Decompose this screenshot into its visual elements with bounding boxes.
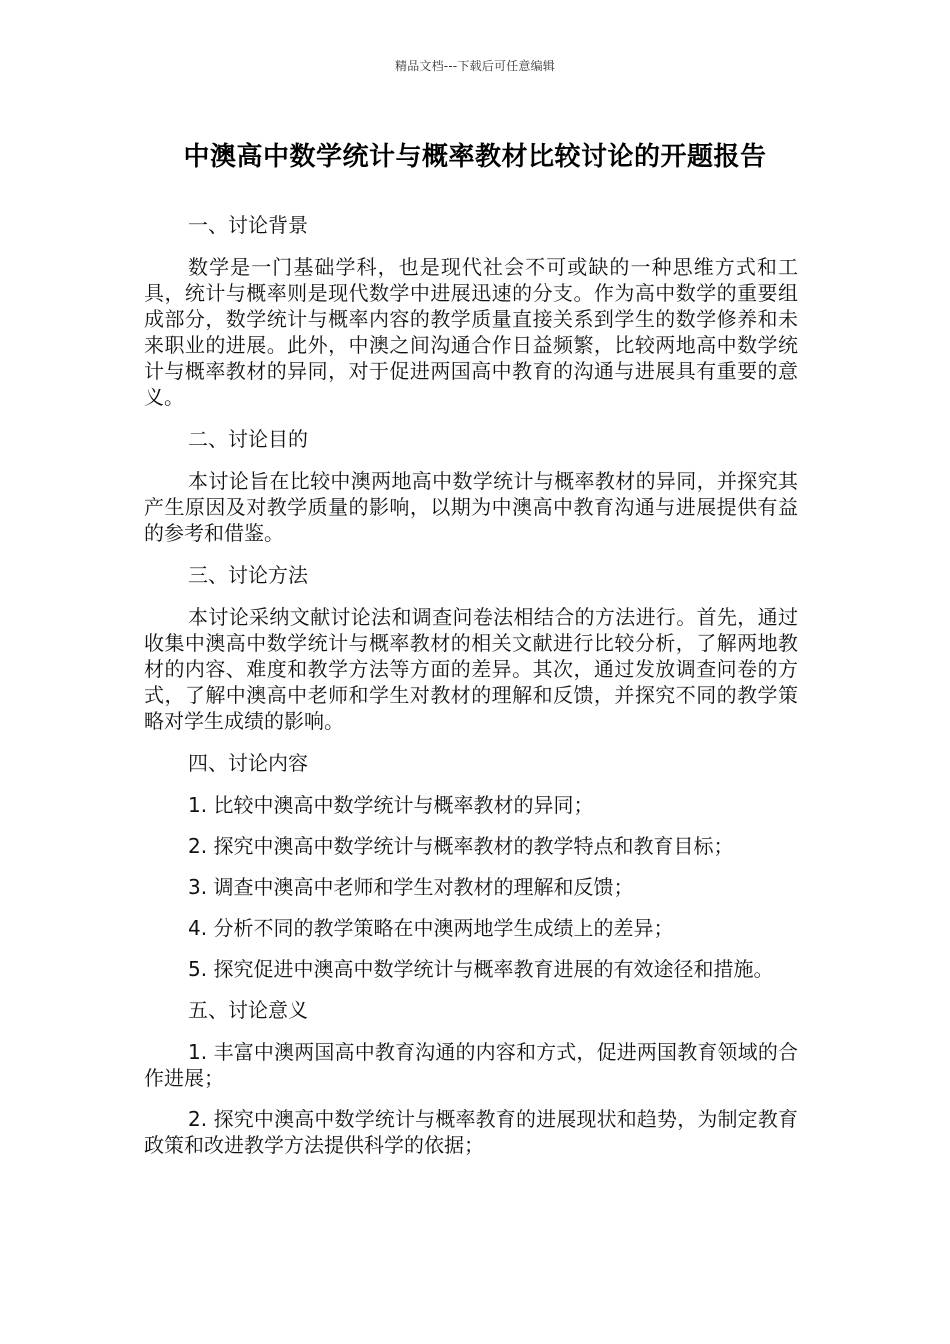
content-list-item: 4. 分析不同的教学策略在中澳两地学生成绩上的差异；	[188, 916, 674, 940]
method-paragraph: 本讨论采纳文献讨论法和调查问卷法相结合的方法进行。首先，通过收集中澳高中数学统计与概率教材的相关文献进行比较分析，了解两地教材的内容、难度和教学方法等方面的差异。其次，通过发放调查问卷的方式，了解中澳高中老师和学生对教材的理解和反馈，并探究不同的教学策略对学生成绩的影响。	[144, 605, 798, 733]
content-list-item: 1. 比较中澳高中数学统计与概率教材的异同；	[188, 793, 594, 817]
content-list-item: 2. 探究中澳高中数学统计与概率教材的教学特点和教育目标；	[188, 834, 734, 858]
document-title: 中澳高中数学统计与概率教材比较讨论的开题报告	[183, 142, 767, 172]
section-heading-purpose: 二、讨论目的	[188, 427, 308, 451]
purpose-paragraph: 本讨论旨在比较中澳两地高中数学统计与概率教材的异同，并探究其产生原因及对教学质量的影响，以期为中澳高中教育沟通与进展提供有益的参考和借鉴。	[144, 469, 798, 545]
content-list-item: 3. 调查中澳高中老师和学生对教材的理解和反馈；	[188, 875, 634, 899]
section-heading-significance: 五、讨论意义	[188, 998, 308, 1022]
document-body	[144, 212, 798, 1173]
content-list-item: 5. 探究促进中澳高中数学统计与概率教育进展的有效途径和措施。	[188, 957, 774, 981]
section-heading-method: 三、讨论方法	[188, 563, 308, 587]
significance-list-item: 2. 探究中澳高中数学统计与概率教育的进展现状和趋势，为制定教育政策和改进教学方法提供科学的依据；	[144, 1107, 798, 1157]
section-heading-content: 四、讨论内容	[188, 751, 308, 775]
section-heading-background: 一、讨论背景	[188, 213, 308, 237]
background-paragraph: 数学是一门基础学科，也是现代社会不可或缺的一种思维方式和工具，统计与概率则是现代数学中进展迅速的分支。作为高中数学的重要组成部分，数学统计与概率内容的教学质量直接关系到学生的数学修养和未来职业的进展。此外，中澳之间沟通合作日益频繁，比较两地高中数学统计与概率教材的异同，对于促进两国高中教育的沟通与进展具有重要的意义。	[144, 255, 798, 409]
header-note: 精品文档---下载后可任意编辑	[395, 59, 555, 73]
significance-list-item: 1. 丰富中澳两国高中教育沟通的内容和方式，促进两国教育领域的合作进展；	[144, 1040, 798, 1090]
